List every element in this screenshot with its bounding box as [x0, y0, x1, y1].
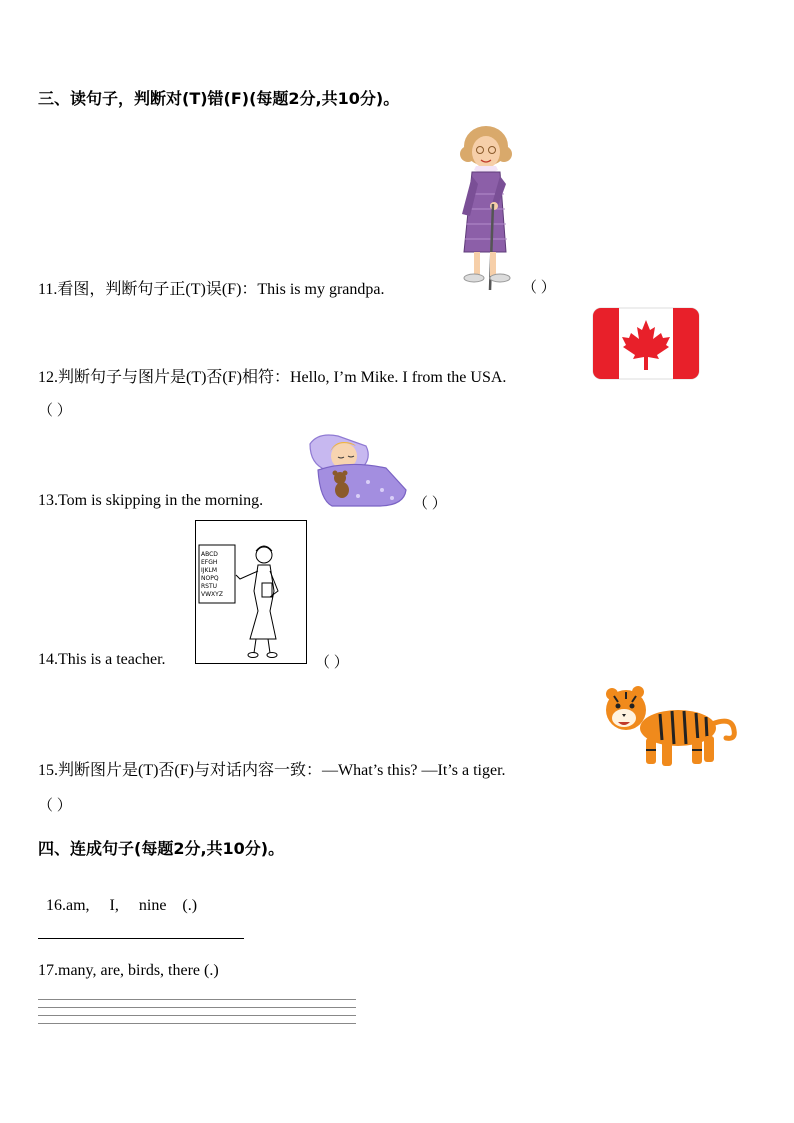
- question-number: 11.: [38, 281, 58, 298]
- board-line-6: VWXYZ: [201, 591, 223, 598]
- question-text: This is a teacher.: [58, 651, 166, 668]
- question-text: am, I, nine (.): [66, 897, 198, 914]
- section3-heading: 三、读句子，判断对(T)错(F)(每题2分,共10分)。: [38, 89, 400, 108]
- question-16: [38, 879, 197, 915]
- answer-line-16[interactable]: [38, 938, 244, 939]
- question-number: 16.: [46, 897, 66, 914]
- question-15: [38, 757, 506, 780]
- answer-paren-15[interactable]: （ ）: [38, 798, 72, 814]
- question-13: [38, 492, 263, 510]
- question-text: 判断句子与图片是(T)否(F)相符：Hello, I’m Mike. I from the USA.: [58, 369, 507, 386]
- teacher-illustration-frame: [195, 520, 307, 664]
- board-line-4: NOPQ: [201, 575, 219, 582]
- answer-paren-12[interactable]: （ ）: [38, 403, 72, 419]
- question-text: Tom is skipping in the morning.: [58, 492, 264, 509]
- answer-paren-13[interactable]: （ ）: [413, 496, 447, 512]
- teacher-at-blackboard-illustration: [196, 521, 306, 663]
- section4-heading: 四、连成句子(每题2分,共10分)。: [38, 839, 285, 858]
- writing-line-17-1[interactable]: [38, 999, 356, 1000]
- board-line-1: ABCD: [201, 551, 218, 558]
- question-text: many, are, birds, there (.): [58, 962, 219, 979]
- question-12: [38, 364, 506, 387]
- writing-line-17-2[interactable]: [38, 1007, 356, 1008]
- boy-sleeping-illustration: [308, 430, 408, 508]
- answer-paren-14[interactable]: （ ）: [315, 655, 349, 671]
- board-line-3: IJKLM: [201, 567, 217, 574]
- board-line-2: EFGH: [201, 559, 218, 566]
- question-number: 12.: [38, 369, 58, 386]
- grandmother-illustration: [452, 124, 522, 292]
- tiger-illustration: [600, 684, 740, 770]
- board-line-5: RSTU: [201, 583, 218, 590]
- question-number: 15.: [38, 762, 58, 779]
- question-11: [38, 276, 385, 299]
- answer-paren-11[interactable]: （ ）: [522, 280, 556, 296]
- writing-line-17-3[interactable]: [38, 1015, 356, 1016]
- writing-line-17-4[interactable]: [38, 1023, 356, 1024]
- question-text: 看图，判断句子正(T)误(F)：This is my grandpa.: [57, 281, 385, 298]
- question-number: 14.: [38, 651, 58, 668]
- canada-flag-illustration: [593, 308, 699, 379]
- question-14: [38, 651, 166, 669]
- question-text: 判断图片是(T)否(F)与对话内容一致：—What’s this? —It’s a tiger.: [58, 762, 506, 779]
- question-number: 13.: [38, 492, 58, 509]
- question-17: [38, 962, 219, 980]
- question-number: 17.: [38, 962, 58, 979]
